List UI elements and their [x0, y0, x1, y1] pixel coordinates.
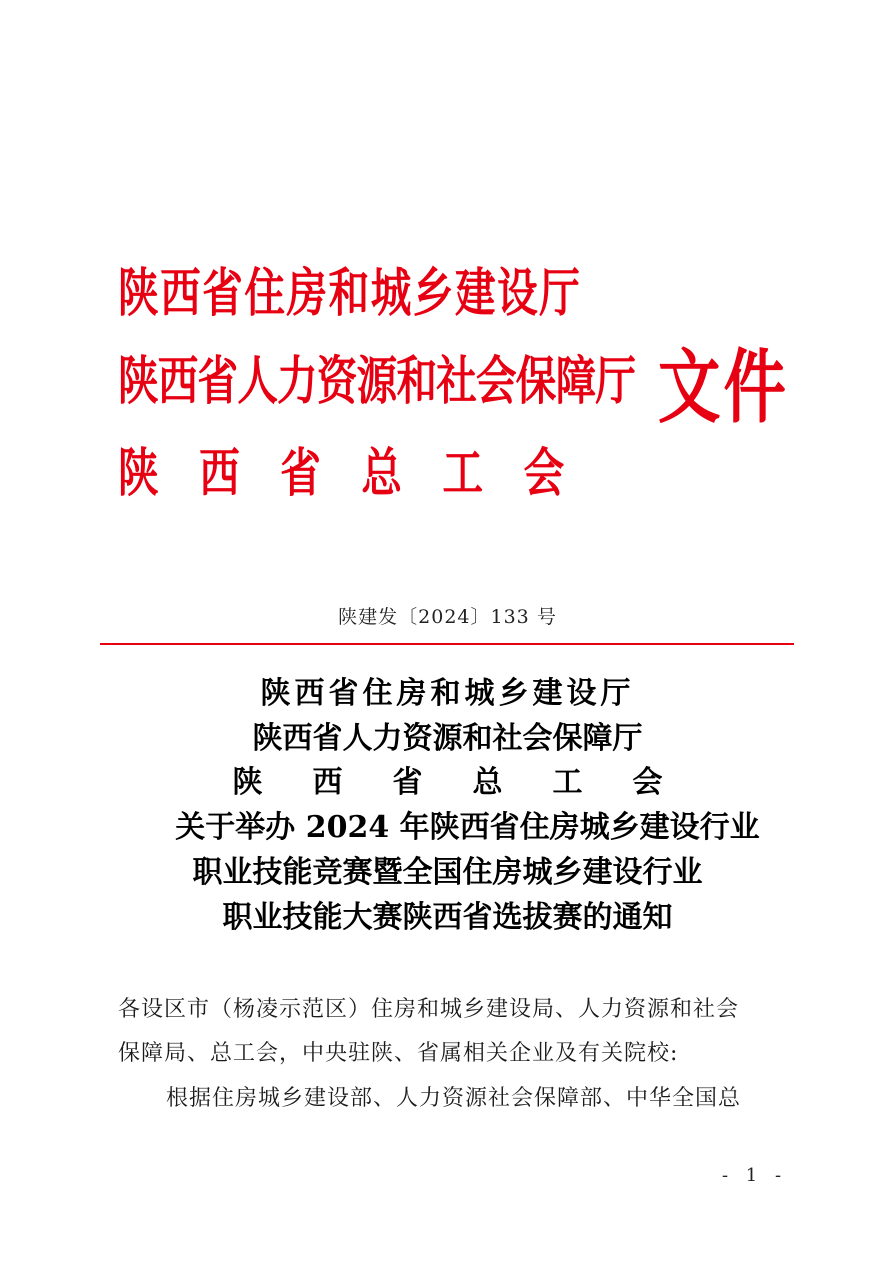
title-line: 职业技能竞赛暨全国住房城乡建设行业 [192, 855, 703, 890]
title-line: 陕西省人力资源和社会保障厅 [252, 721, 643, 756]
title-line: 关于举办 2024 年陕西省住房城乡建设行业 [175, 810, 760, 845]
issuer-name-housing: 陕西省住房和城乡建设厅 [118, 264, 582, 324]
red-divider-line [100, 643, 794, 645]
title-line: 陕西省总工会 [232, 765, 713, 800]
page-number: - 1 - [722, 1165, 788, 1186]
addressee-line: 保障局、总工会，中央驻陕、省属相关企业及有关院校: [118, 1041, 679, 1066]
title-line: 陕西省住房和城乡建设厅 [260, 676, 635, 711]
addressee-line: 各设区市（杨凌示范区）住房和城乡建设局、人力资源和社会 [118, 997, 740, 1022]
issuer-name-hrss: 陕西省人力资源和社会保障厅 [118, 352, 636, 412]
document-number: 陕建发〔2024〕133 号 [338, 606, 557, 628]
paragraph-line: 根据住房城乡建设部、人力资源社会保障部、中华全国总 [166, 1086, 742, 1111]
issuer-name-union: 陕西省总工会 [118, 444, 605, 504]
title-line: 职业技能大赛陕西省选拔赛的通知 [222, 900, 673, 935]
document-label: 文件 [658, 341, 790, 434]
